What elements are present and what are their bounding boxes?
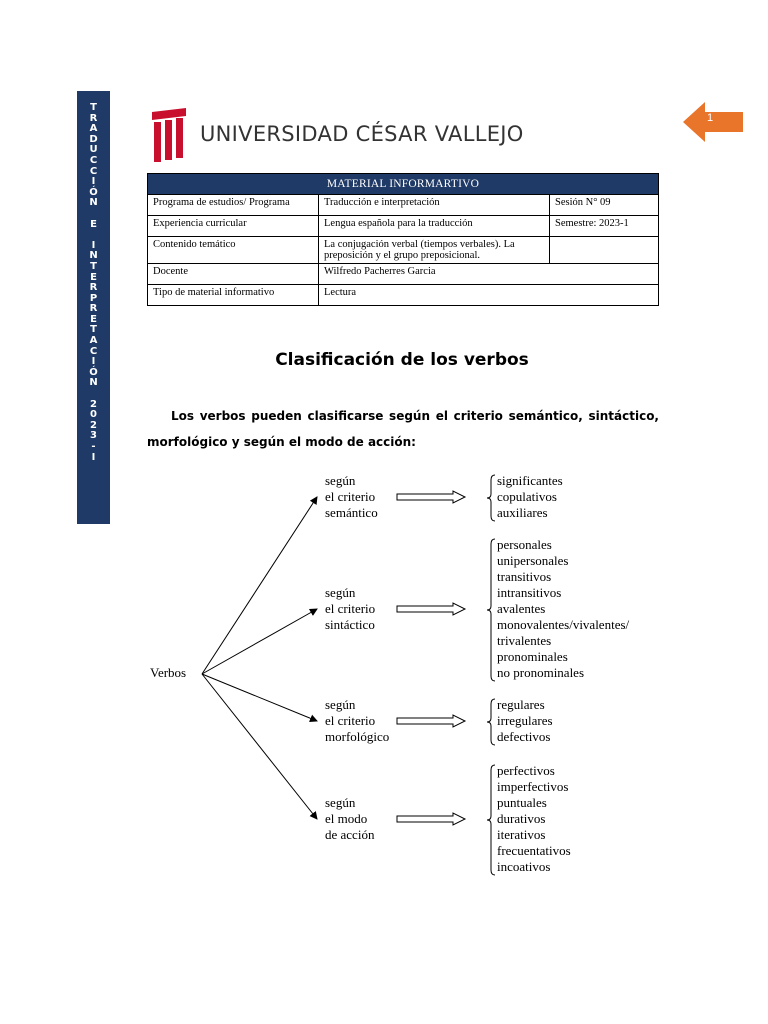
classification-diagram: [140, 465, 680, 885]
side-banner-char: T: [90, 324, 97, 336]
table-cell: Traducción e interpretación: [319, 195, 550, 216]
list-item: monovalentes/vivalentes/: [497, 617, 630, 632]
side-banner-char: [92, 209, 95, 220]
table-cell: Contenido temático: [148, 237, 319, 264]
side-banner-char: I: [91, 176, 96, 188]
side-banner-char: 0: [90, 409, 97, 421]
category-list: [497, 697, 553, 745]
side-banner-char: Ó: [89, 366, 98, 378]
brace-icon: [487, 765, 495, 875]
list-item: regulares: [497, 697, 545, 712]
brace-icon: [487, 539, 495, 681]
table-row: [148, 285, 659, 306]
page-number: 1: [707, 112, 714, 124]
side-banner-char: D: [89, 133, 98, 145]
table-cell: Semestre: 2023-1: [550, 216, 659, 237]
list-item: incoativos: [497, 859, 551, 874]
list-item: trivalentes: [497, 633, 552, 648]
table-cell: Sesión N° 09: [550, 195, 659, 216]
side-banner-char: E: [90, 313, 97, 325]
side-banner-char: C: [89, 154, 98, 166]
side-banner-char: P: [89, 292, 98, 304]
branch-label: [325, 473, 378, 521]
list-item: irregulares: [497, 713, 553, 728]
side-banner-char: C: [89, 165, 98, 177]
side-banner-char: A: [89, 335, 98, 347]
category-list: [497, 763, 571, 875]
side-banner-char: U: [89, 144, 98, 156]
branch-label-line: según: [325, 585, 356, 600]
category-list: [497, 537, 629, 681]
list-item: pronominales: [497, 649, 568, 664]
double-arrow-icon: [397, 603, 465, 615]
list-item: no pronominales: [497, 665, 585, 680]
table-cell: Programa de estudios/ Programa: [148, 195, 319, 216]
branch-label: [325, 697, 389, 745]
double-arrow-icon: [397, 813, 465, 825]
logo-text: UNIVERSIDAD CÉSAR VALLEJO: [200, 122, 524, 146]
table-cell: [550, 237, 659, 264]
side-banner-char: T: [90, 260, 97, 272]
side-banner-char: R: [89, 303, 98, 315]
side-banner-char: 3: [90, 430, 97, 442]
double-arrow-icon: [397, 715, 465, 727]
table-cell: Lectura: [319, 285, 659, 306]
list-item: defectivos: [497, 729, 551, 744]
page-title: Clasificación de los verbos: [275, 350, 529, 370]
table-cell: La conjugación verbal (tiempos verbales). La preposición y el grupo preposicional.: [319, 237, 550, 264]
side-banner-char: T: [90, 102, 97, 113]
branch-label: [325, 585, 375, 633]
table-row: [148, 237, 659, 264]
side-banner-char: I: [91, 356, 96, 368]
branch-arrow: [202, 609, 317, 674]
side-banner-char: N: [89, 197, 98, 209]
side-banner-text: [77, 103, 110, 463]
side-banner-char: Ó: [89, 186, 98, 198]
list-item: avalentes: [497, 601, 546, 616]
list-item: iterativos: [497, 827, 546, 842]
list-item: auxiliares: [497, 505, 548, 520]
table-cell: Wilfredo Pacherres Garcia: [319, 264, 659, 285]
table-cell: Docente: [148, 264, 319, 285]
side-banner-char: N: [89, 377, 98, 389]
info-table-header: MATERIAL INFORMARTIVO: [148, 174, 659, 195]
list-item: durativos: [497, 811, 546, 826]
branch-label-line: según: [325, 795, 356, 810]
branch-label-line: de acción: [325, 827, 375, 842]
branch-arrow: [202, 674, 317, 819]
branch-label-line: según: [325, 697, 356, 712]
list-item: significantes: [497, 473, 563, 488]
university-logo: [150, 104, 524, 164]
side-banner-char: R: [89, 112, 98, 124]
side-banner-char: A: [89, 123, 98, 135]
branch-label-line: el modo: [325, 811, 368, 826]
list-item: copulativos: [497, 489, 557, 504]
branch-label-line: morfológico: [325, 729, 390, 744]
table-cell: Tipo de material informativo: [148, 285, 319, 306]
side-banner-char: -: [91, 441, 96, 452]
crest-icon: [150, 106, 188, 162]
info-table: [147, 173, 659, 306]
list-item: frecuentativos: [497, 843, 571, 858]
branch-label-line: sintáctico: [325, 617, 375, 632]
table-row: [148, 195, 659, 216]
intro-paragraph: Los verbos pueden clasificarse según el criterio semántico, sintáctico, morfológico y según el modo de acción:: [147, 409, 659, 449]
branch-label-line: el criterio: [325, 601, 376, 616]
branch-label-line: semántico: [325, 505, 378, 520]
table-row: [148, 216, 659, 237]
table-cell: Experiencia curricular: [148, 216, 319, 237]
list-item: intransitivos: [497, 585, 562, 600]
branch-label-line: el criterio: [325, 489, 376, 504]
side-banner-char: E: [90, 218, 97, 230]
side-banner-char: I: [91, 451, 96, 463]
brace-icon: [487, 699, 495, 745]
side-banner-char: E: [90, 271, 97, 283]
page-number-marker: [683, 102, 743, 142]
side-banner-char: I: [91, 239, 96, 251]
side-banner-char: N: [89, 250, 98, 262]
side-banner-char: C: [89, 345, 98, 357]
branch-label-line: el criterio: [325, 713, 376, 728]
diagram-root-label: Verbos: [150, 665, 187, 680]
list-item: unipersonales: [497, 553, 569, 568]
branch-label: [325, 795, 374, 843]
list-item: personales: [497, 537, 552, 552]
list-item: puntuales: [497, 795, 547, 810]
branch-label-line: según: [325, 473, 356, 488]
list-item: transitivos: [497, 569, 552, 584]
side-banner-char: R: [89, 282, 98, 294]
branch-arrow: [202, 497, 317, 674]
side-banner: [77, 91, 110, 524]
table-cell: Lengua española para la traducción: [319, 216, 550, 237]
side-banner-char: 2: [90, 419, 97, 431]
side-banner-char: 2: [90, 398, 97, 410]
list-item: imperfectivos: [497, 779, 569, 794]
category-list: [497, 473, 563, 521]
branch-arrow: [202, 674, 317, 721]
list-item: perfectivos: [497, 763, 555, 778]
brace-icon: [487, 475, 495, 521]
double-arrow-icon: [397, 491, 465, 503]
table-row: [148, 264, 659, 285]
